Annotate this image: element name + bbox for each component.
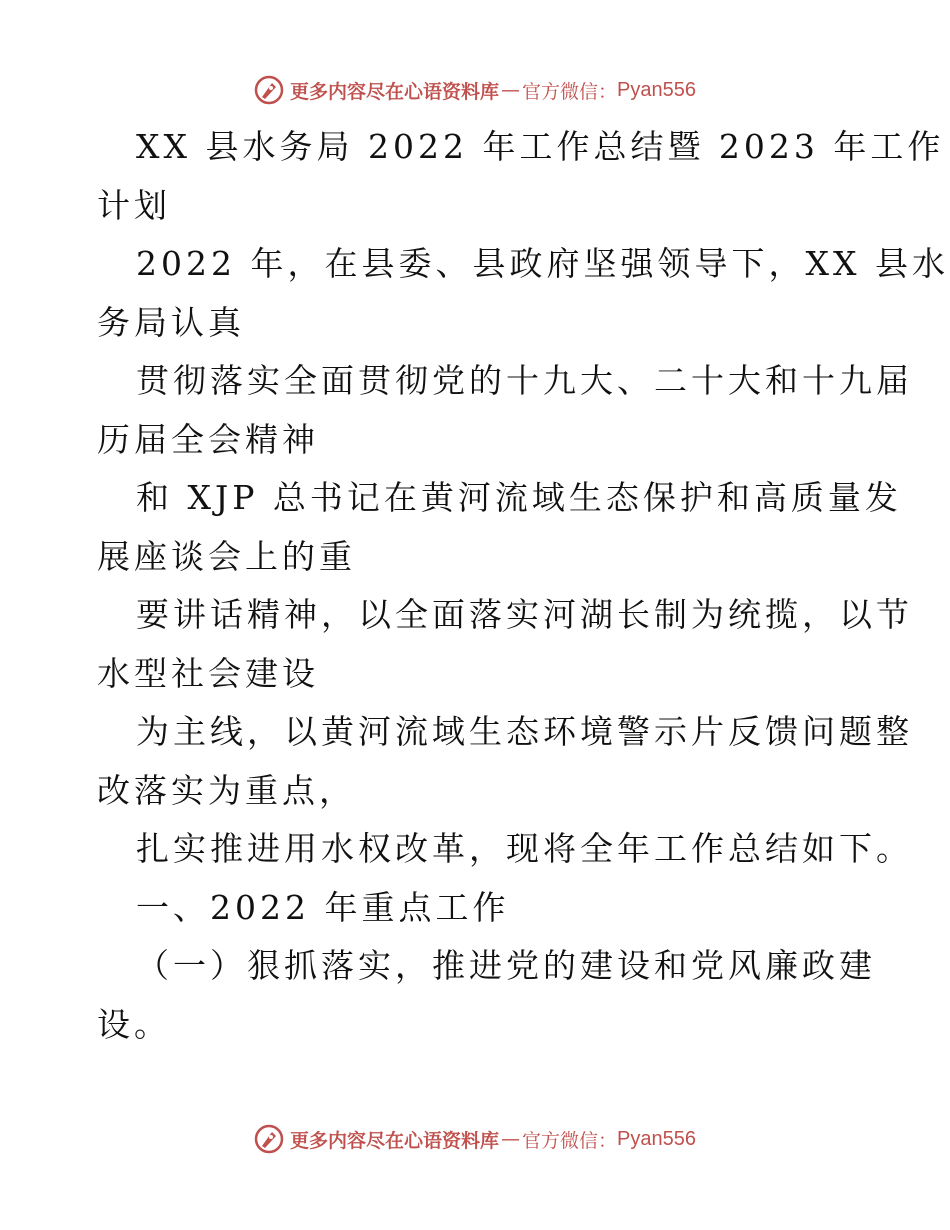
watermark-dash: — xyxy=(501,79,521,101)
watermark-id: Pyan556 xyxy=(617,1127,696,1150)
section-heading: 一、2022 年重点工作 xyxy=(136,887,510,927)
watermark-label: 官方微信： xyxy=(522,80,618,103)
document-line: 扎实推进用水权改革，现将全年工作总结如下。 xyxy=(136,829,913,868)
watermark-label: 官方微信： xyxy=(522,1129,618,1152)
document-line: 展座谈会上的重 xyxy=(97,536,356,576)
pen-nib-logo-icon xyxy=(254,75,284,105)
header-watermark xyxy=(0,70,950,110)
watermark-brand-text: 更多内容尽在心语资料库 xyxy=(290,1129,500,1152)
document-line: 水型社会建设 xyxy=(97,653,319,693)
document-line: 2022 年，在县委、县政府坚强领导下，XX 县水 xyxy=(136,244,949,283)
document-body xyxy=(97,118,949,1054)
document-line: 和 XJP 总书记在黄河流域生态保护和高质量发 xyxy=(136,478,902,517)
document-line: 贯彻落实全面贯彻党的十九大、二十大和十九届 xyxy=(136,361,913,400)
subsection-heading: （一）狠抓落实，推进党的建设和党风廉政建 xyxy=(136,946,876,985)
document-line: 计划 xyxy=(97,185,171,225)
footer-watermark xyxy=(0,1119,950,1159)
document-line: 改落实为重点， xyxy=(97,770,356,810)
watermark-dash: — xyxy=(501,1128,521,1150)
document-line: 历届全会精神 xyxy=(97,419,319,459)
watermark-id: Pyan556 xyxy=(617,78,696,101)
document-line: 务局认真 xyxy=(97,302,245,342)
document-line: 设。 xyxy=(97,1004,171,1044)
document-line: XX 县水务局 2022 年工作总结暨 2023 年工作 xyxy=(136,127,945,166)
watermark-brand-text: 更多内容尽在心语资料库 xyxy=(290,80,500,103)
pen-nib-logo-icon xyxy=(254,1124,284,1154)
document-line: 为主线，以黄河流域生态环境警示片反馈问题整 xyxy=(136,712,913,751)
document-line: 要讲话精神，以全面落实河湖长制为统揽，以节 xyxy=(136,595,913,634)
